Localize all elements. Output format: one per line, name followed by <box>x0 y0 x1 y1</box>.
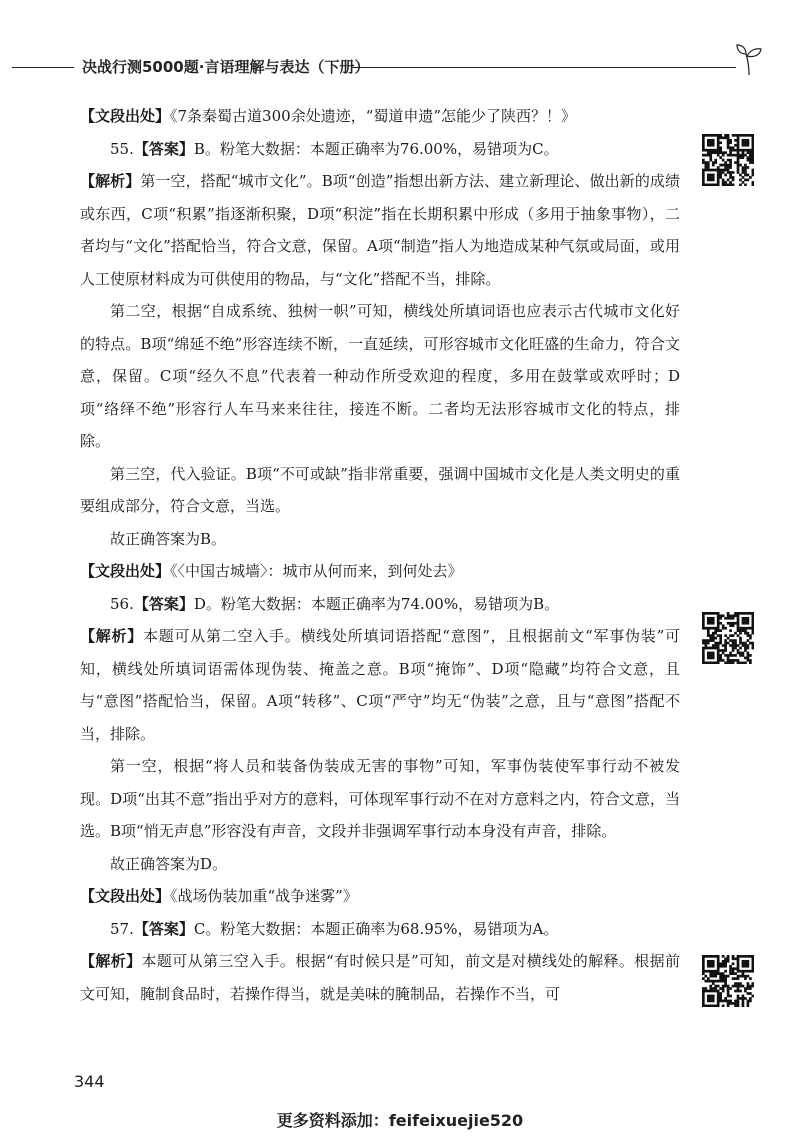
question-number: 57. <box>110 919 134 938</box>
body-paragraph: 第一空，根据“将人员和装备伪装成无害的事物”可知，军事伪装使军事行动不被发现。D项“出其不意”指出乎对方的意料，可体现军事行动不在对方意料之内，符合文意，当选。B项“悄无声息”形容没有声音，文段并非强调军事行动本身没有声音，排除。 <box>80 757 680 840</box>
analysis-text: 本题可从第三空入手。根据“有时候只是”可知，前文是对横线处的解释。根据前文可知，腌制食品时，若操作得当，就是美味的腌制品，若操作不当，可 <box>80 952 680 1003</box>
conclusion-line: 故正确答案为D。 <box>110 854 228 873</box>
conclusion-line: 故正确答案为B。 <box>110 529 227 548</box>
footer-label: 更多资料添加： <box>276 1111 389 1130</box>
source-line <box>80 555 680 588</box>
qr-code-icon[interactable] <box>702 612 754 664</box>
source-title: 《〈中国古城墙〉：城市从何而来，到何处去》 <box>170 562 463 580</box>
running-header <box>0 56 800 80</box>
body-paragraph: 第三空，代入验证。B项“不可或缺”指非常重要，强调中国城市文化是人类文明史的重要组成部分，符合文意，当选。 <box>80 464 680 515</box>
source-label: 【文段出处】 <box>80 107 171 125</box>
page-content <box>80 100 680 1010</box>
answer-line <box>80 133 680 166</box>
answer-text: B。粉笔大数据：本题正确率为76.00%，易错项为C。 <box>193 139 559 158</box>
answer-label: 【答案】 <box>133 919 194 938</box>
source-line <box>80 100 680 133</box>
answer-line <box>80 588 680 621</box>
analysis-label: 【解析】 <box>80 627 144 645</box>
source-line <box>80 880 680 913</box>
analysis-text: 本题可从第二空入手。横线处所填词语搭配“意图”，且根据前文“军事伪装”可知，横线处所填词语需体现伪装、掩盖之意。B项“掩饰”、D项“隐藏”均符合文意，且与“意图”搭配恰当，保留。A项“转移”、C项“严守”均无“伪装”之意，且与“意图”搭配不当，排除。 <box>80 627 680 743</box>
page-number: 344 <box>74 1072 105 1091</box>
analysis-paragraph <box>80 945 680 1010</box>
header-rule-right <box>352 67 736 68</box>
source-title: 《7条秦蜀古道300余处遗迹，“蜀道申遗”怎能少了陕西？！》 <box>170 107 577 125</box>
question-number: 56. <box>110 594 134 613</box>
analysis-label: 【解析】 <box>80 172 141 190</box>
answer-text: C。粉笔大数据：本题正确率为68.95%，易错项为A。 <box>193 919 559 938</box>
analysis-paragraph <box>80 620 680 750</box>
source-label: 【文段出处】 <box>80 887 171 905</box>
qr-code-icon[interactable] <box>702 955 754 1007</box>
source-label: 【文段出处】 <box>80 562 171 580</box>
answer-label: 【答案】 <box>133 594 194 613</box>
question-number: 55. <box>110 139 134 158</box>
analysis-label: 【解析】 <box>80 952 142 970</box>
header-title: 决战行测5000题·言语理解与表达（下册） <box>82 58 370 76</box>
sprout-icon <box>734 42 764 76</box>
qr-code-icon[interactable] <box>702 134 754 186</box>
footer-note <box>0 1108 800 1131</box>
answer-label: 【答案】 <box>133 139 194 158</box>
answer-line <box>80 913 680 946</box>
header-rule-left <box>12 67 74 68</box>
analysis-text: 第一空，搭配“城市文化”。B项“创造”指想出新方法、建立新理论、做出新的成绩或东西，C项“积累”指逐渐积聚，D项“积淀”指在长期积累中形成（多用于抽象事物），二者均与“文化”搭配恰当，符合文意，保留。A项“制造”指人为地造成某种气氛或局面，或用人工使原材料成为可供使用的物品，与“文化”搭配不当，排除。 <box>80 172 680 288</box>
analysis-paragraph <box>80 165 680 295</box>
answer-text: D。粉笔大数据：本题正确率为74.00%，易错项为B。 <box>193 594 560 613</box>
footer-contact: feifeixuejie520 <box>388 1111 524 1130</box>
source-title: 《战场伪装加重“战争迷雾”》 <box>170 887 358 905</box>
body-paragraph: 第二空，根据“自成系统、独树一帜”可知，横线处所填词语也应表示古代城市文化好的特点。B项“绵延不绝”形容连续不断，一直延续，可形容城市文化旺盛的生命力，符合文意，保留。C项“经久不息”代表着一种动作所受欢迎的程度，多用在鼓掌或欢呼时；D项“络绎不绝”形容行人车马来来往往，接连不断。二者均无法形容城市文化的特点，排除。 <box>80 302 680 450</box>
